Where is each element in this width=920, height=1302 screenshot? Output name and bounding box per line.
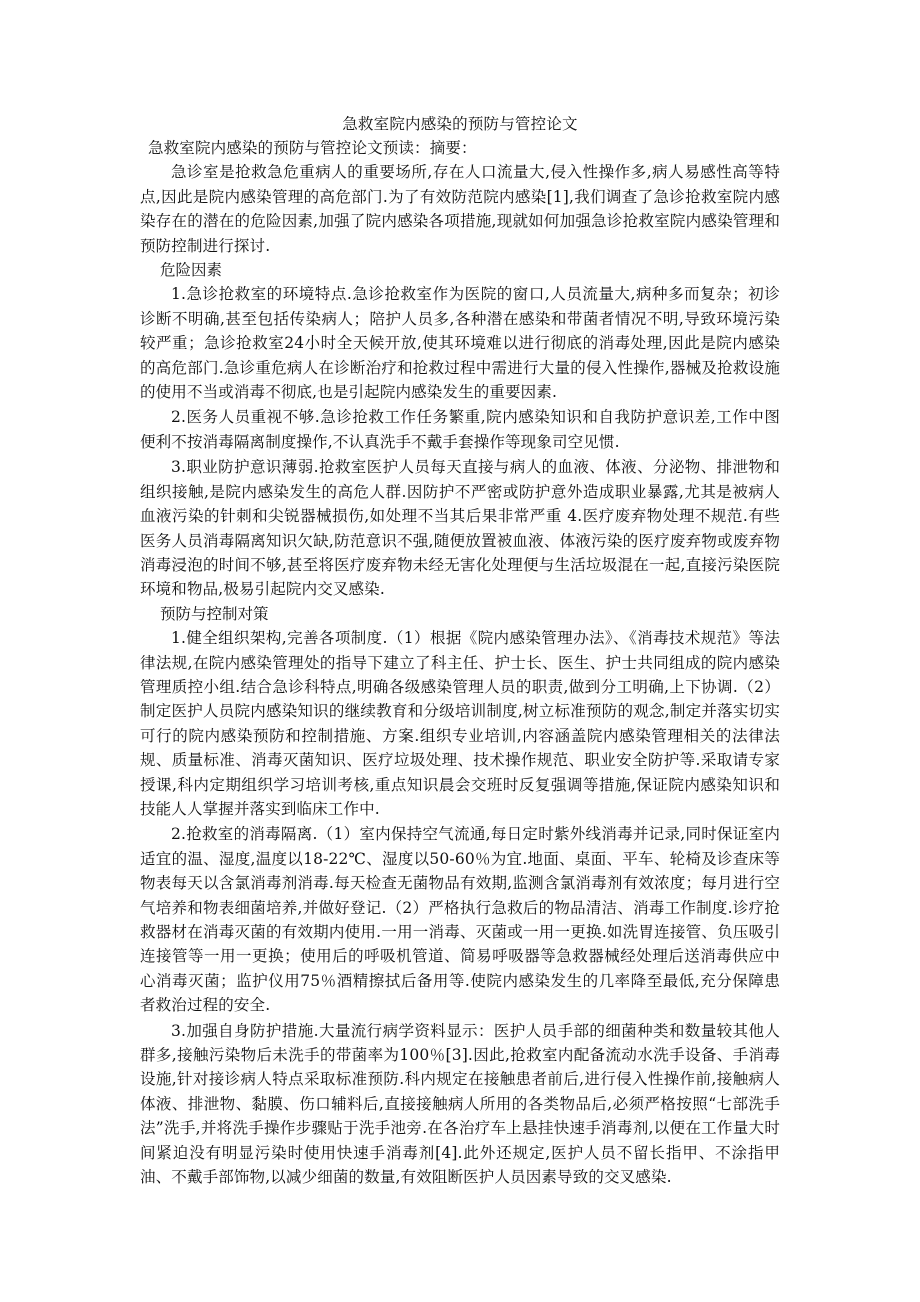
- section-heading-prevention: 预防与控制对策: [160, 604, 269, 623]
- abstract-paragraph: 急诊室是抢救急危重病人的重要场所,存在人口流量大,侵入性操作多,病人易感性高等特点,因此是院内感染管理的高危部门.为了有效防范院内感染[1],我们调查了急诊抢救室院内感染存在的潜在的危险因素,加强了院内感染各项措施,现就如何加强急诊抢救室院内感染管理和预防控制进行探讨.: [140, 163, 780, 255]
- prevention-paragraph: 2.抢救室的消毒隔离.（1）室内保持空气流通,每日定时紫外线消毒并记录,同时保证室内适宜的温、湿度,温度以18-22℃、湿度以50-60％为宜.地面、桌面、平车、轮椅及诊查床等物表每天以含氯消毒剂消毒.每天检查无菌物品有效期,监测含氯消毒剂有效浓度；每月进行空气培养和物表细菌培养,并做好登记.（2）严格执行急救后的物品清洁、消毒工作制度.诊疗抢救器材在消毒灭菌的有效期内使用.一用一消毒、灭菌或一用一更换.如洗胃连接管、负压吸引连接管等一用一更换；使用后的呼吸机管道、简易呼吸器等急救器械经处理后送消毒供应中心消毒灭菌；监护仪用75％酒精擦拭后备用等.使院内感染发生的几率降至最低,充分保障患者救治过程的安全.: [140, 825, 780, 1015]
- risk-factor-paragraph: 2.医务人员重视不够.急诊抢救工作任务繁重,院内感染知识和自我防护意识差,工作中图便利不按消毒隔离制度操作,不认真洗手不戴手套操作等现象司空见惯.: [140, 408, 780, 451]
- document-title: 急救室院内感染的预防与管控论文: [342, 115, 578, 133]
- risk-factor-paragraph: 3.职业防护意识薄弱.抢救室医护人员每天直接与病人的血液、体液、分泌物、排泄物和组织接触,是院内感染发生的高危人群.因防护不严密或防护意外造成职业暴露,尤其是被病人血液污染的针刺和尖锐器械损伤,如处理不当其后果非常严重 4.医疗废弃物处理不规范.有些医务人员消毒隔离知识欠缺,防范意识不强,随便放置被血液、体液污染的医疗废弃物或废弃物消毒浸泡的时间不够,甚至将医疗废弃物未经无害化处理便与生活垃圾混在一起,直接污染医院环境和物品,极易引起院内交叉感染.: [140, 458, 780, 599]
- risk-factor-paragraph: 1.急诊抢救室的环境特点.急诊抢救室作为医院的窗口,人员流量大,病种多而复杂；初诊诊断不明确,甚至包括传染病人；陪护人员多,各种潜在感染和带菌者情况不明,导致环境污染较严重；急诊抢救室24小时全天候开放,使其环境难以进行彻底的消毒处理,因此是院内感染的高危部门.急诊重危病人在诊断治疗和抢救过程中需进行大量的侵入性操作,器械及抢救设施的使用不当或消毒不彻底,也是引起院内感染发生的重要因素.: [140, 285, 780, 402]
- prevention-paragraph: 3.加强自身防护措施.大量流行病学资料显示：医护人员手部的细菌种类和数量较其他人群多,接触污染物后未洗手的带菌率为100％[3].因此,抢救室内配备流动水洗手设备、手消毒设施,针对接诊病人特点采取标准预防.科内规定在接触患者前后,进行侵入性操作前,接触病人体液、排泄物、黏膜、伤口辅料后,直接接触病人所用的各类物品后,必须严格按照“七部洗手法”洗手,并将洗手操作步骤贴于洗手池旁.在各治疗车上悬挂快速手消毒剂,以便在工作量大时间紧迫没有明显污染时使用快速手消毒剂[4].此外还规定,医护人员不留长指甲、不涂指甲油、不戴手部饰物,以减少细菌的数量,有效阻断医护人员因素导致的交叉感染.: [140, 1021, 780, 1187]
- prevention-paragraph: 1.健全组织架构,完善各项制度.（1）根据《院内感染管理办法》、《消毒技术规范》等法律法规,在院内感染管理处的指导下建立了科主任、护士长、医生、护士共同组成的院内感染管理质控小组.结合急诊科特点,明确各级感染管理人员的职责,做到分工明确,上下协调.（2）制定医护人员院内感染知识的继续教育和分级培训制度,树立标准预防的观念,制定并落实切实可行的院内感染预防和控制措施、方案.组织专业培训,内容涵盖院内感染管理相关的法律法规、质量标准、消毒灭菌知识、医疗垃圾处理、技术操作规范、职业安全防护等.采取请专家授课,科内定期组织学习培训考核,重点知识晨会交班时反复强调等措施,保证院内感染知识和技能人人掌握并落实到临床工作中.: [140, 629, 780, 818]
- section-heading-risk-factors: 危险因素: [160, 261, 223, 280]
- intro-line: 急救室院内感染的预防与管控论文预读：摘要：: [148, 139, 477, 157]
- document-page: [140, 112, 780, 1189]
